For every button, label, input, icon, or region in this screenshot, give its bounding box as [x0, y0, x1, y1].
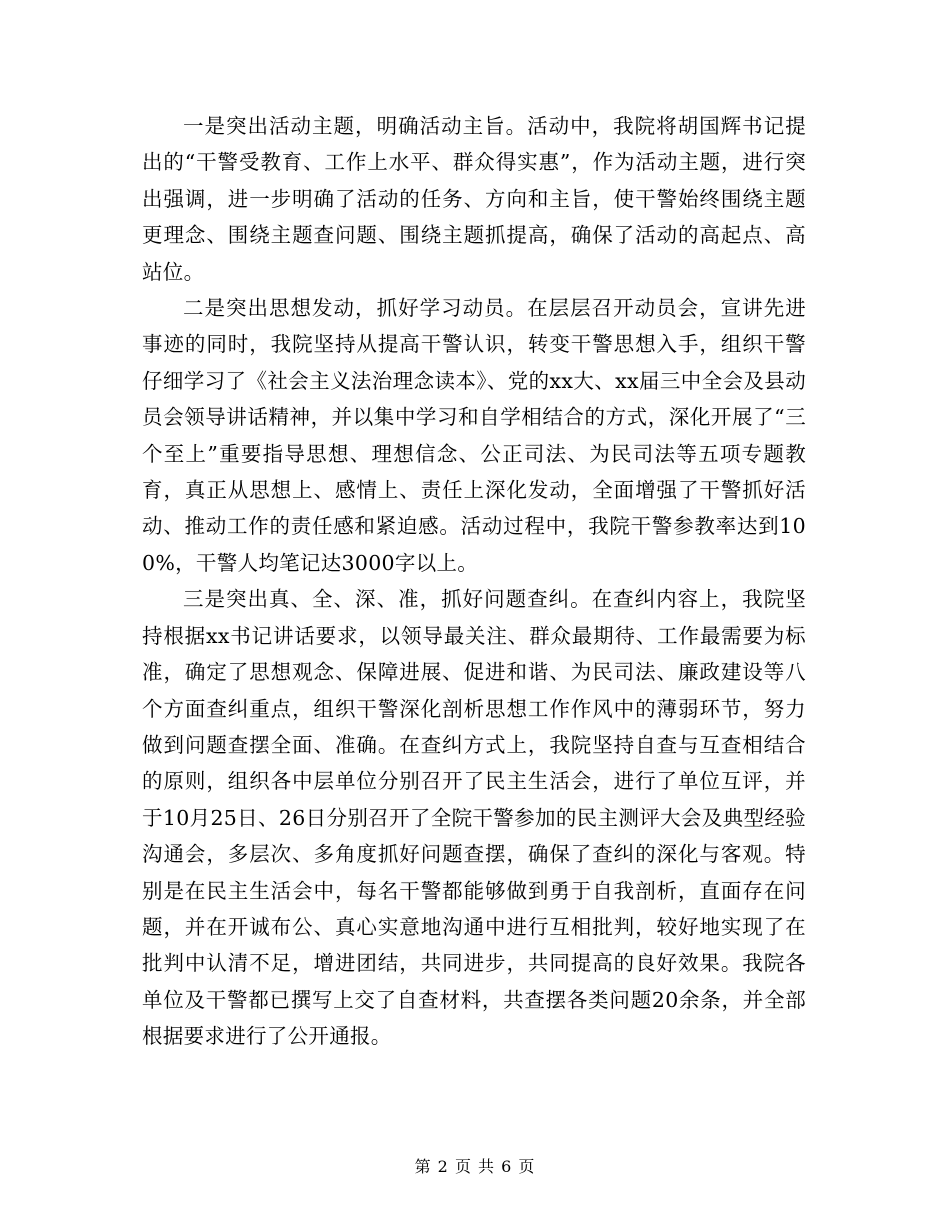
paragraph-mobilization: 二是突出思想发动，抓好学习动员。在层层召开动员会，宣讲先进事迹的同时，我院坚持从提高干警认识，转变干警思想入手，组织干警仔细学习了《社会主义法治理念读本》、党的xx大、xx届三中全会及县动员会领导讲话精神，并以集中学习和自学相结合的方式，深化开展了“三个至上”重要指导思想、理想信念、公正司法、为民司法等五项专题教育，真正从思想上、感情上、责任上深化发动，全面增强了干警抓好活动、推动工作的责任感和紧迫感。活动过程中，我院干警参教率达到100%，干警人均笔记达3000字以上。: [142, 296, 806, 575]
paragraph-theme: 一是突出活动主题，明确活动主旨。活动中，我院将胡国辉书记提出的“干警受教育、工作上水平、群众得实惠”，作为活动主题，进行突出强调，进一步明确了活动的任务、方向和主旨，使干警始终围绕主题更理念、围绕主题查问题、围绕主题抓提高，确保了活动的高起点、高站位。: [142, 114, 806, 284]
document-body: [142, 108, 806, 1055]
page-number-footer: 第 2 页 共 6 页: [414, 1157, 536, 1176]
paragraph-inspection: 三是突出真、全、深、准，抓好问题查纠。在查纠内容上，我院坚持根据xx书记讲话要求，以领导最关注、群众最期待、工作最需要为标准，确定了思想观念、保障进展、促进和谐、为民司法、廉政建设等八个方面查纠重点，组织干警深化剖析思想工作作风中的薄弱环节，努力做到问题查摆全面、准确。在查纠方式上，我院坚持自查与互查相结合的原则，组织各中层单位分别召开了民主生活会，进行了单位互评，并于10月25日、26日分别召开了全院干警参加的民主测评大会及典型经验沟通会，多层次、多角度抓好问题查摆，确保了查纠的深化与客观。特别是在民主生活会中，每名干警都能够做到勇于自我剖析，直面存在问题，并在开诚布公、真心实意地沟通中进行互相批判，较好地实现了在批判中认清不足，增进团结，共同进步，共同提高的良好效果。我院各单位及干警都已撰写上交了自查材料，共查摆各类问题20余条，并全部根据要求进行了公开通报。: [142, 587, 806, 1049]
